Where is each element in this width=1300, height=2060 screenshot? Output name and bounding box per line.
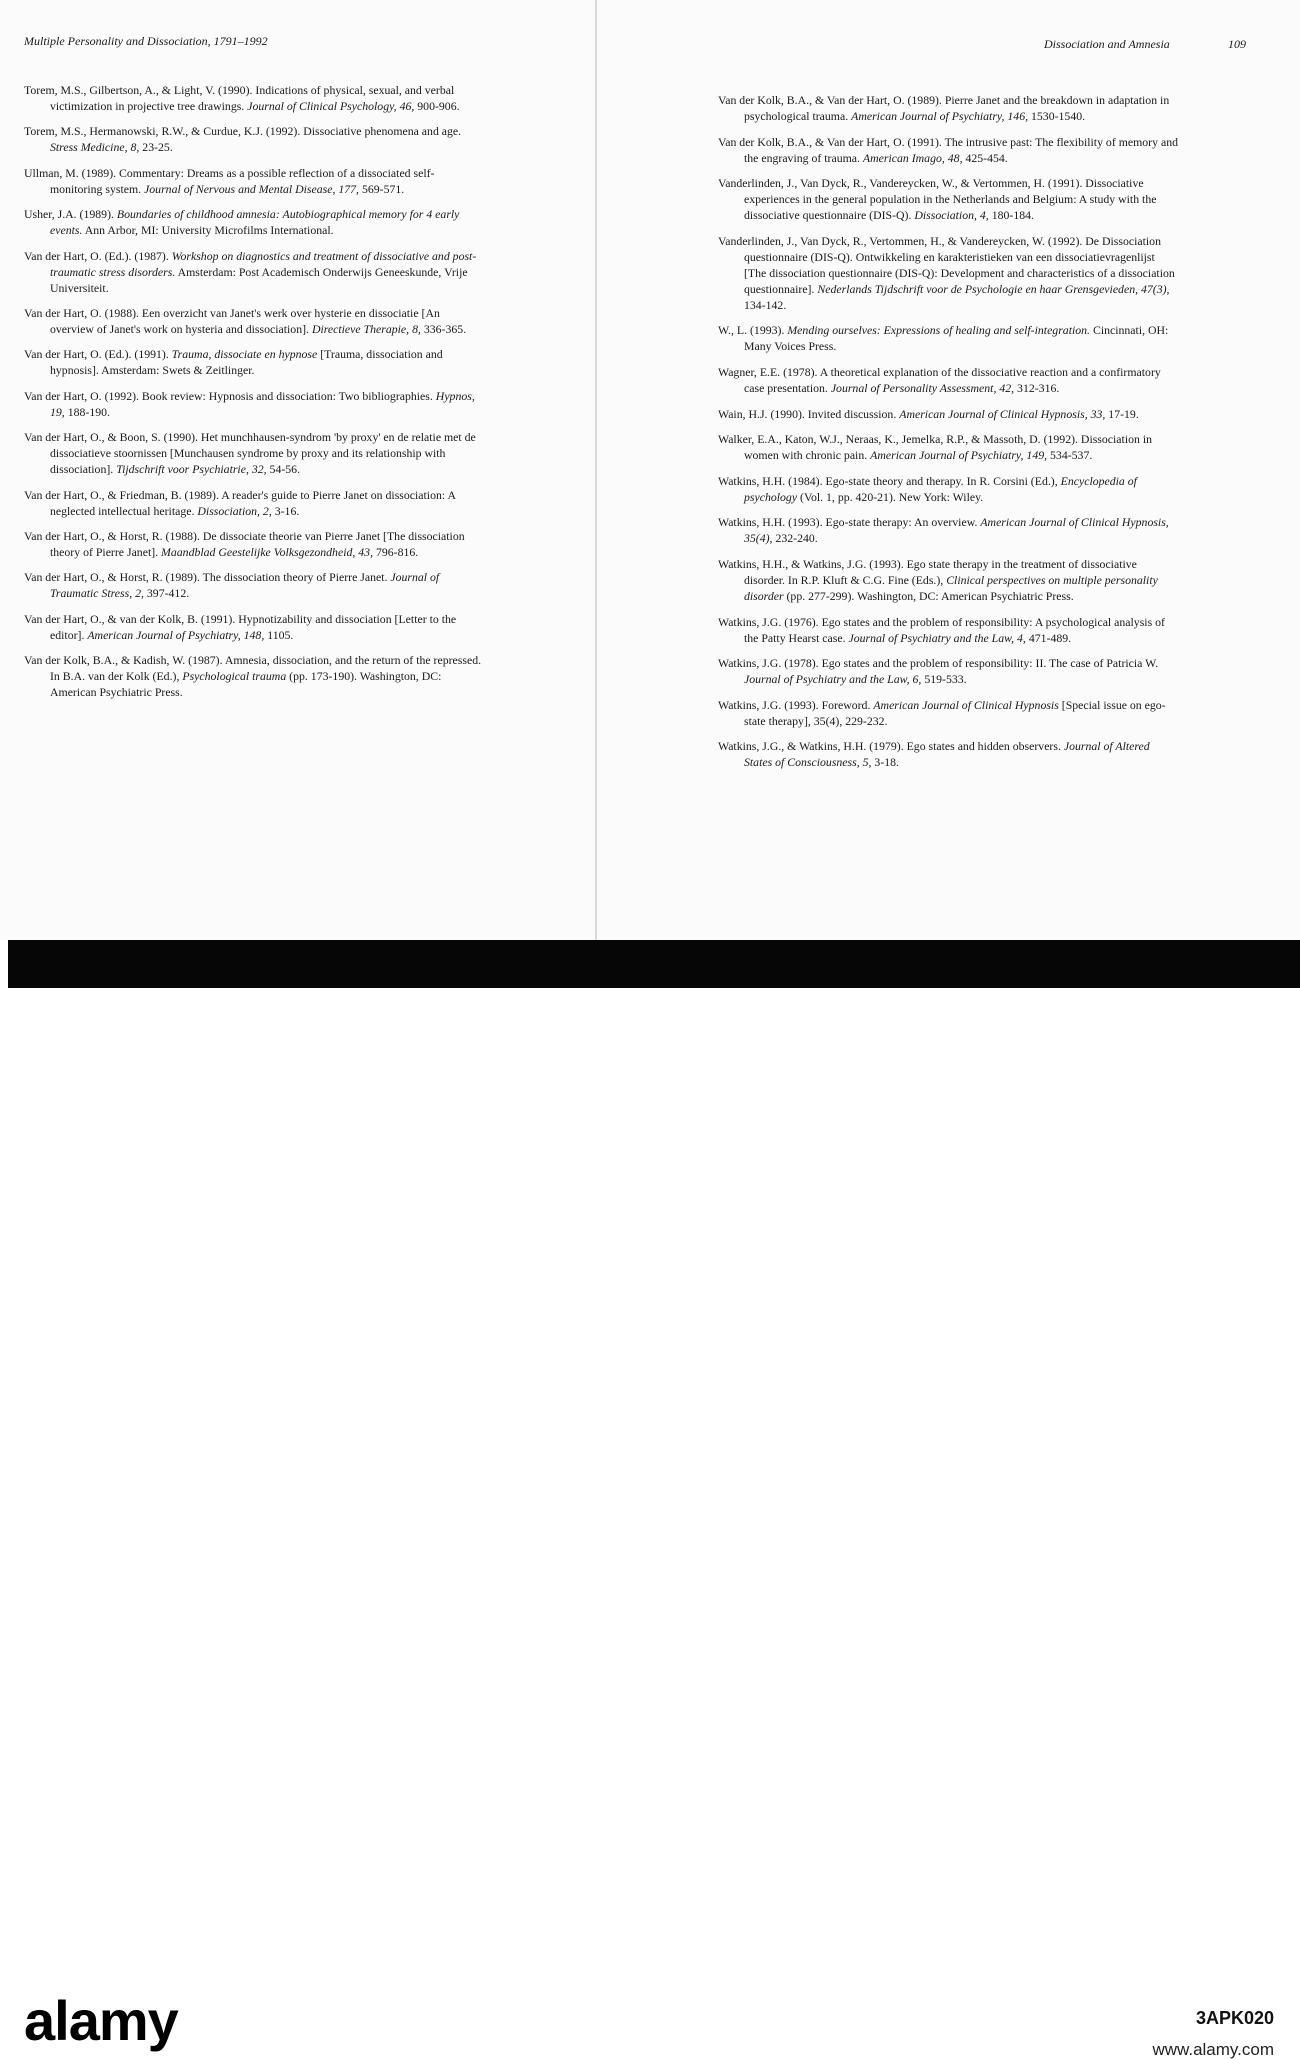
reference-source: Journal of Personality Assessment, 42,	[830, 380, 1015, 395]
reference-source: Stress Medicine, 8,	[50, 140, 140, 155]
reference-pages: 425-454.	[962, 150, 1008, 165]
right-reference-column	[718, 92, 1180, 780]
reference-text: Usher, J.A. (1989).	[24, 207, 117, 222]
reference-pages: Amsterdam: Post Academisch Onderwijs Geneeskunde, Vrije Universiteit.	[50, 264, 468, 295]
reference-entry	[24, 305, 486, 337]
reference-source: American Journal of Psychiatry, 149,	[870, 448, 1048, 463]
reference-text: Van der Hart, O., & Horst, R. (1989). The dissociation theory of Pierre Janet.	[24, 570, 391, 585]
reference-text: Van der Hart, O. (Ed.). (1987).	[24, 248, 172, 263]
reference-entry	[24, 346, 486, 378]
reference-entry	[718, 614, 1180, 646]
reference-source: American Imago, 48,	[862, 150, 963, 165]
reference-source: Journal of Psychiatry and the Law, 6,	[744, 672, 922, 687]
reference-source: Maandblad Geestelijke Volksgezondheid, 43,	[161, 544, 374, 559]
reference-text: Van der Hart, O. (1992). Book review: Hypnosis and dissociation: Two bibliographies.	[24, 388, 436, 403]
reference-text: Vanderlinden, J., Van Dyck, R., Vertommen, H., & Vandereycken, W. (1992). De Dissociation questionnaire (DIS-Q). Ontwikkeling en karakteristieken van een dissociatievragenlijst [The dissociation questionnaire (DIS-Q): Development and characteristics of a dissociation questionnaire].	[718, 233, 1175, 296]
reference-entry	[718, 738, 1180, 770]
reference-entry	[718, 473, 1180, 505]
reference-text: Watkins, J.G. (1993). Foreword.	[718, 697, 874, 712]
reference-pages: 180-184.	[988, 208, 1034, 223]
reference-source: Nederlands Tijdschrift voor de Psychologie en haar Grensgevieden, 47(3),	[817, 281, 1170, 296]
reference-text: Watkins, H.H. (1993). Ego-state therapy: An overview.	[718, 515, 981, 530]
reference-text: Van der Hart, O., & Horst, R. (1988). De dissociate theorie van Pierre Janet [The dissociation theory of Pierre Janet].	[24, 528, 465, 559]
reference-pages: 1105.	[264, 627, 294, 642]
reference-entry	[718, 697, 1180, 729]
reference-entry	[24, 206, 486, 238]
running-head-right: Dissociation and Amnesia	[1044, 37, 1170, 51]
reference-entry	[718, 514, 1180, 546]
reference-entry	[24, 611, 486, 643]
watermark-footer	[0, 988, 1300, 2059]
reference-source: Journal of Clinical Psychology, 46,	[247, 99, 415, 113]
reference-source: American Journal of Clinical Hypnosis	[873, 697, 1059, 712]
reference-pages: (pp. 173-190). Washington, DC: American Psychiatric Press.	[50, 669, 442, 700]
reference-pages: 519-533.	[921, 672, 967, 687]
reference-pages: 796-816.	[373, 544, 419, 559]
reference-source: Encyclopedia of psychology	[744, 473, 1137, 504]
reference-text: Van der Kolk, B.A., & Kadish, W. (1987). Amnesia, dissociation, and the return of the repressed. In B.A. van der Kolk (Ed.),	[24, 653, 482, 684]
page-number: 109	[1228, 37, 1246, 51]
reference-pages: 534-537.	[1047, 448, 1093, 463]
reference-entry	[718, 134, 1180, 166]
reference-source: Workshop on diagnostics and treatment of dissociative and post-traumatic stress disorders.	[50, 248, 477, 279]
reference-text: Ullman, M. (1989). Commentary: Dreams as a possible reflection of a dissociated self-monitoring system.	[24, 165, 435, 196]
book-gutter	[595, 0, 597, 940]
reference-entry	[718, 364, 1180, 396]
reference-entry	[24, 487, 486, 519]
reference-pages: 1530-1540.	[1028, 109, 1086, 123]
reference-text: Watkins, J.G., & Watkins, H.H. (1979). Ego states and hidden observers.	[718, 739, 1064, 754]
reference-pages: Ann Arbor, MI: University Microfilms International.	[82, 223, 334, 238]
reference-entry	[718, 322, 1180, 354]
reference-entry	[24, 569, 486, 601]
reference-text: Van der Hart, O., & Boon, S. (1990). Het munchhausen-syndrom 'by proxy' en de relatie met de dissociatieve stoornissen [Munchausen syndrome by proxy and its relationship with dissociation].	[24, 430, 476, 477]
reference-source: Directieve Therapie, 8,	[311, 321, 421, 336]
reference-entry	[718, 175, 1180, 223]
reference-source: American Journal of Psychiatry, 146,	[851, 109, 1029, 123]
reference-source: Mending ourselves: Expressions of healing and self-integration.	[787, 323, 1090, 338]
reference-text: Van der Hart, O. (1988). Een overzicht van Janet's werk over hysterie en dissociatie [An overview of Janet's work on hysteria and dissociation].	[24, 305, 440, 336]
reference-pages: [Special issue on ego-state therapy], 35(4), 229-232.	[744, 697, 1166, 728]
reference-text: Watkins, H.H., & Watkins, J.G. (1993). Ego state therapy in the treatment of dissociative disorder. In R.P. Kluft & C.G. Fine (Eds.),	[718, 556, 1137, 587]
reference-source: Dissociation, 2,	[197, 503, 272, 518]
reference-pages: 397-412.	[143, 586, 190, 601]
reference-entry	[718, 431, 1180, 463]
reference-pages: 3-16.	[271, 503, 300, 518]
reference-source: Dissociation, 4,	[914, 208, 989, 223]
reference-pages: 569-571.	[359, 181, 405, 196]
reference-pages: 900-906.	[414, 99, 460, 113]
reference-text: Torem, M.S., Gilbertson, A., & Light, V. (1990). Indications of physical, sexual, and verbal victimization in projective tree drawings.	[24, 83, 455, 113]
watermark-url: www.alamy.com	[1152, 2040, 1274, 2059]
reference-entry	[24, 652, 486, 700]
reference-source: Journal of Altered States of Consciousness, 5,	[744, 739, 1150, 770]
alamy-logo: alamy	[24, 1989, 178, 2052]
reference-entry	[718, 406, 1180, 422]
scan-edge-bar	[8, 940, 1300, 988]
reference-source: American Journal of Clinical Hypnosis, 35(4),	[744, 515, 1169, 546]
reference-pages: 17-19.	[1105, 406, 1139, 421]
reference-entry	[718, 233, 1180, 313]
reference-pages: Cincinnati, OH: Many Voices Press.	[744, 323, 1169, 354]
reference-source: Trauma, dissociate en hypnose	[171, 347, 318, 362]
reference-text: Watkins, J.G. (1976). Ego states and the problem of responsibility: A psychological analysis of the Patty Hearst case.	[718, 614, 1165, 645]
reference-entry	[718, 655, 1180, 687]
reference-text: Watkins, H.H. (1984). Ego-state theory and therapy. In R. Corsini (Ed.),	[718, 473, 1061, 488]
reference-text: Van der Hart, O., & Friedman, B. (1989). A reader's guide to Pierre Janet on dissociation: A neglected intellectual heritage.	[24, 487, 456, 518]
reference-pages: 471-489.	[1025, 630, 1072, 645]
reference-entry	[24, 429, 486, 477]
reference-entry	[24, 248, 486, 296]
reference-text: Torem, M.S., Hermanowski, R.W., & Curdue, K.J. (1992). Dissociative phenomena and age.	[24, 124, 462, 139]
reference-text: Van der Hart, O. (Ed.). (1991).	[24, 347, 172, 362]
reference-pages: (pp. 277-299). Washington, DC: American Psychiatric Press.	[783, 588, 1074, 603]
reference-text: Wain, H.J. (1990). Invited discussion.	[718, 406, 900, 421]
reference-source: Clinical perspectives on multiple personality disorder	[744, 572, 1158, 603]
reference-pages: [Trauma, dissociation and hypnosis]. Amsterdam: Swets & Zeitlinger.	[50, 347, 443, 378]
reference-pages: 23-25.	[139, 140, 173, 155]
reference-text: Vanderlinden, J., Van Dyck, R., Vandereycken, W., & Vertommen, H. (1991). Dissociative experiences in the general population in the Netherlands and Belgium: A study with the dissociative questionnaire (DIS-Q).	[718, 176, 1157, 223]
reference-source: Journal of Traumatic Stress, 2,	[50, 570, 440, 601]
reference-source: American Journal of Psychiatry, 148,	[87, 627, 265, 642]
reference-pages: 134-142.	[744, 297, 787, 312]
reference-entry	[24, 82, 486, 114]
reference-text: W., L. (1993).	[718, 323, 788, 338]
reference-entry	[24, 388, 486, 420]
reference-pages: 3-18.	[871, 755, 900, 770]
reference-source: Journal of Nervous and Mental Disease, 177,	[144, 181, 359, 196]
reference-pages: (Vol. 1, pp. 420-21). New York: Wiley.	[797, 489, 984, 504]
reference-source: Journal of Psychiatry and the Law, 4,	[848, 630, 1026, 645]
reference-source: Hypnos, 19,	[50, 388, 475, 419]
reference-text: Watkins, J.G. (1978). Ego states and the problem of responsibility: II. The case of Patricia W.	[718, 656, 1159, 671]
reference-source: Psychological trauma	[182, 669, 287, 684]
reference-pages: 232-240.	[772, 531, 818, 546]
reference-entry	[718, 556, 1180, 604]
reference-entry	[24, 165, 486, 197]
reference-pages: 188-190.	[64, 404, 110, 419]
reference-source: American Journal of Clinical Hypnosis, 33,	[899, 406, 1106, 421]
reference-entry	[24, 528, 486, 560]
reference-text: Wagner, E.E. (1978). A theoretical explanation of the dissociative reaction and a confirmatory case presentation.	[718, 364, 1161, 395]
reference-source: Boundaries of childhood amnesia: Autobiographical memory for 4 early events.	[50, 207, 460, 238]
reference-pages: 312-316.	[1014, 380, 1060, 395]
reference-pages: 54-56.	[266, 462, 301, 477]
image-id-label: 3APK020	[1195, 2008, 1274, 2028]
reference-entry	[24, 123, 486, 155]
reference-text: Walker, E.A., Katon, W.J., Neraas, K., Jemelka, R.P., & Massoth, D. (1992). Dissociation in women with chronic pain.	[718, 432, 1153, 463]
book-spread	[0, 0, 1300, 940]
running-head-left: Multiple Personality and Dissociation, 1791–1992	[24, 34, 268, 48]
reference-source: Tijdschrift voor Psychiatrie, 32,	[116, 462, 267, 477]
left-reference-column	[24, 82, 486, 709]
reference-text: Van der Kolk, B.A., & Van der Hart, O. (1991). The intrusive past: The flexibility of memory and the engraving of trauma.	[718, 134, 1178, 165]
reference-pages: 336-365.	[420, 321, 467, 336]
reference-text: Van der Hart, O., & van der Kolk, B. (1991). Hypnotizability and dissociation [Letter to the editor].	[24, 611, 457, 642]
reference-entry	[718, 92, 1180, 124]
reference-text: Van der Kolk, B.A., & Van der Hart, O. (1989). Pierre Janet and the breakdown in adaptation in psychological trauma.	[718, 93, 1170, 123]
